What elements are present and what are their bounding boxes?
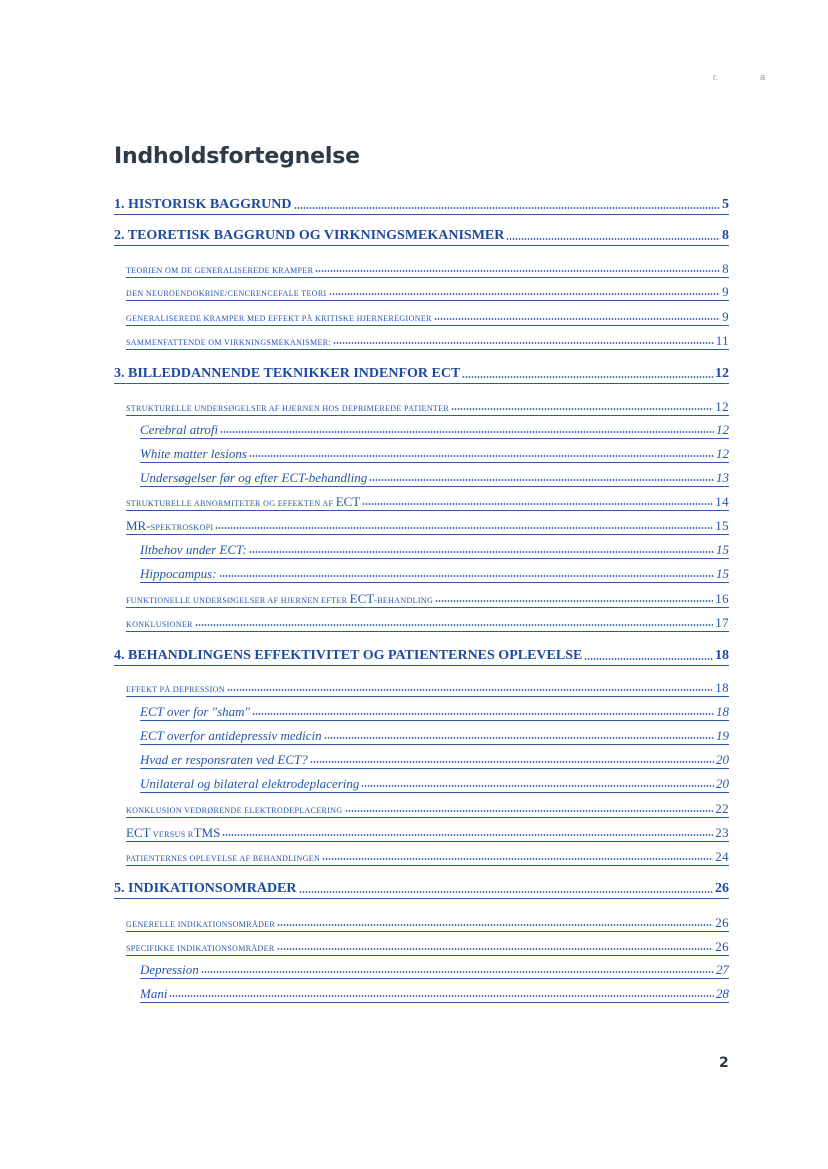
toc-entry-indikationsomrader[interactable] [114, 882, 729, 899]
toc-entry-label: MR-SPEKTROSKOPI [126, 519, 214, 533]
toc-entry-teoretisk-baggrund[interactable] [114, 229, 729, 246]
toc-page-number: 11 [715, 334, 729, 348]
toc-leader-dots [322, 857, 713, 861]
toc-entry-generelle-indikationsomrader[interactable] [126, 916, 729, 932]
toc-leader-dots [195, 623, 713, 627]
toc-entry-label: White matter lesions [140, 447, 247, 461]
toc-entry-iltbehov[interactable] [140, 543, 729, 559]
toc-page-number: 9 [722, 310, 729, 324]
toc-entry-label: Undersøgelser før og efter ECT-behandling [140, 471, 368, 485]
toc-entry-mani[interactable] [140, 987, 729, 1003]
toc-entry-label: ECT VERSUS RTMS [126, 826, 221, 840]
toc-entry-label: 4. BEHANDLINGENS EFFEKTIVITET OG PATIENTERNES OPLEVELSE [114, 649, 583, 663]
toc-page-number: 8 [722, 229, 729, 243]
toc-entry-label: 2. TEORETISK BAGGRUND OG VIRKNINGSMEKANISMER [114, 229, 505, 243]
toc-entry-kritiske-hjerneregioner[interactable] [126, 310, 729, 326]
toc-entry-label: Hvad er responsraten ved ECT? [140, 753, 308, 767]
toc-entry-neuroendokrine-teori[interactable] [126, 285, 729, 301]
toc-entry-label: 3. BILLEDDANNENDE TEKNIKKER INDENFOR ECT [114, 367, 461, 381]
toc-page-number: 15 [716, 543, 729, 557]
toc-page-number: 26 [715, 882, 729, 896]
toc-entry-funktionelle-undersogelser[interactable] [126, 592, 729, 608]
toc-leader-dots [227, 688, 713, 692]
toc-entry-label: 5. INDIKATIONSOMRÅDER [114, 882, 297, 896]
toc-leader-dots [362, 502, 713, 506]
toc-page-number: 12 [716, 447, 729, 461]
toc-entry-strukturelle-undersogelser[interactable] [126, 400, 729, 416]
toc-entry-patienternes-oplevelse[interactable] [126, 850, 729, 866]
toc-entry-label: FUNKTIONELLE UNDERSØGELSER AF HJERNEN EFTER ECT-BEHANDLING [126, 592, 434, 606]
toc-page-number: 12 [716, 423, 729, 437]
toc-leader-dots [310, 760, 714, 764]
toc-page-number: 20 [716, 753, 729, 767]
toc-entry-konklusion-elektrodeplacering[interactable] [126, 802, 729, 818]
toc-entry-label: TEORIEN OM DE GENERALISEREDE KRAMPER [126, 266, 314, 275]
toc-page-number: 15 [715, 519, 729, 533]
toc-leader-dots [324, 736, 714, 740]
toc-leader-dots [299, 890, 713, 894]
toc-entry-label: STRUKTURELLE ABNORMITETER OG EFFEKTEN AF ECT [126, 495, 361, 509]
toc-page-number: 18 [715, 681, 729, 695]
toc-entry-label: GENERALISEREDE KRAMPER MED EFFEKT PÅ KRITISKE HJERNEREGIONER [126, 314, 432, 323]
toc-leader-dots [201, 970, 714, 974]
toc-page-number: 14 [715, 495, 729, 509]
toc-entry-label: Cerebral atrofi [140, 423, 219, 437]
toc-leader-dots [249, 454, 714, 458]
toc-entry-label: GENERELLE INDIKATIONSOMRÅDER [126, 920, 276, 929]
toc-entry-ect-antidepressiv[interactable] [140, 729, 729, 745]
toc-entry-label: EFFEKT PÅ DEPRESSION [126, 685, 225, 694]
toc-leader-dots [277, 923, 713, 927]
toc-page-number: 18 [715, 649, 729, 663]
toc-entry-cerebral-atrofi[interactable] [140, 423, 729, 439]
toc-entry-ect-sham[interactable] [140, 705, 729, 721]
toc-page-number: 20 [716, 777, 729, 791]
toc-leader-dots [506, 237, 720, 241]
toc-entry-historisk-baggrund[interactable] [114, 198, 729, 215]
toc-leader-dots [451, 407, 713, 411]
toc-entry-sammenfattende[interactable] [126, 334, 729, 350]
toc-entry-strukturelle-abnormiteter[interactable] [126, 495, 729, 511]
toc-leader-dots [277, 947, 714, 951]
toc-entry-label: Iltbehov under ECT: [140, 543, 247, 557]
toc-page-number: 15 [716, 567, 729, 581]
toc-entry-behandlingens-effektivitet[interactable] [114, 649, 729, 666]
toc-page-number: 24 [715, 850, 729, 864]
toc-entry-label: Mani [140, 987, 168, 1001]
toc-entry-billeddannende-teknikker[interactable] [114, 367, 729, 384]
toc-page-number: 16 [715, 592, 729, 606]
toc-entry-ect-versus-rtms[interactable] [126, 826, 729, 842]
toc-leader-dots [294, 206, 720, 210]
toc-entry-label: 1. HISTORISK BAGGRUND [114, 198, 292, 212]
toc-entry-undersogelser-ect[interactable] [140, 471, 729, 487]
toc-page-number: 5 [722, 198, 729, 212]
toc-page-number: 18 [716, 705, 729, 719]
toc-entry-responsraten[interactable] [140, 753, 729, 769]
toc-entry-label: SAMMENFATTENDE OM VIRKNINGSMEKANISMER: [126, 338, 332, 347]
toc-entry-hippocampus[interactable] [140, 567, 729, 583]
toc-entry-depression[interactable] [140, 963, 729, 979]
toc-entry-label: Unilateral og bilateral elektrodeplacering [140, 777, 360, 791]
toc-page-number: 13 [716, 471, 729, 485]
toc-leader-dots [462, 375, 713, 379]
toc-leader-dots [219, 574, 714, 578]
toc-leader-dots [369, 478, 714, 482]
toc-page-number: 12 [715, 367, 729, 381]
toc-page-number: 19 [716, 729, 729, 743]
toc-entry-label: STRUKTURELLE UNDERSØGELSER AF HJERNEN HOS DEPRIMEREDE PATIENTER [126, 404, 450, 413]
toc-leader-dots [333, 341, 714, 345]
corner-mark: r. [713, 72, 719, 82]
toc-page-number: 26 [715, 940, 729, 954]
toc-page-number: 9 [722, 285, 729, 299]
toc-entry-label: DEN NEUROENDOKRINE/CENCRENCEFALE TEORI [126, 289, 327, 298]
toc-leader-dots [329, 292, 721, 296]
toc-leader-dots [584, 657, 713, 661]
toc-entry-label: Hippocampus: [140, 567, 217, 581]
toc-entry-konklusioner[interactable] [126, 616, 729, 632]
toc-entry-elektrodeplacering[interactable] [140, 777, 729, 793]
toc-entry-label: KONKLUSION VEDRØRENDE ELEKTRODEPLACERING [126, 806, 343, 815]
toc-entry-mr-spektroskopi[interactable] [126, 519, 729, 535]
toc-entry-label: SPECIFIKKE INDIKATIONSOMRÅDER [126, 944, 275, 953]
toc-page-number: 23 [715, 826, 729, 840]
toc-page-number: 22 [715, 802, 729, 816]
toc-entry-label: Depression [140, 963, 199, 977]
toc-leader-dots [169, 994, 714, 998]
toc-leader-dots [252, 712, 714, 716]
corner-mark: a [760, 72, 766, 82]
toc-leader-dots [434, 317, 720, 321]
toc-leader-dots [345, 809, 714, 813]
toc-entry-effekt-pa-depression[interactable] [126, 681, 729, 697]
toc-entry-label: ECT overfor antidepressiv medicin [140, 729, 322, 743]
page-title: Indholdsfortegnelse [114, 144, 360, 169]
toc-leader-dots [361, 784, 714, 788]
toc-entry-label: KONKLUSIONER [126, 620, 193, 629]
toc-entry-white-matter-lesions[interactable] [140, 447, 729, 463]
toc-entry-teorien-generaliserede-kramper[interactable] [126, 262, 729, 278]
toc-page-number: 27 [716, 963, 729, 977]
toc-leader-dots [249, 550, 714, 554]
page-number: 2 [719, 1055, 729, 1071]
toc-page-number: 17 [715, 616, 729, 630]
toc-page-number: 26 [715, 916, 729, 930]
toc-leader-dots [315, 269, 720, 273]
toc-leader-dots [220, 430, 714, 434]
toc-entry-specifikke-indikationsomrader[interactable] [126, 940, 729, 956]
toc-leader-dots [215, 526, 713, 530]
toc-leader-dots [222, 833, 713, 837]
toc-entry-label: ECT over for "sham" [140, 705, 250, 719]
toc-leader-dots [435, 599, 713, 603]
toc-page-number: 28 [716, 987, 729, 1001]
toc-page-number: 8 [722, 262, 729, 276]
toc-entry-label: PATIENTERNES OPLEVELSE AF BEHANDLINGEN [126, 854, 321, 863]
toc-page-number: 12 [715, 400, 729, 414]
